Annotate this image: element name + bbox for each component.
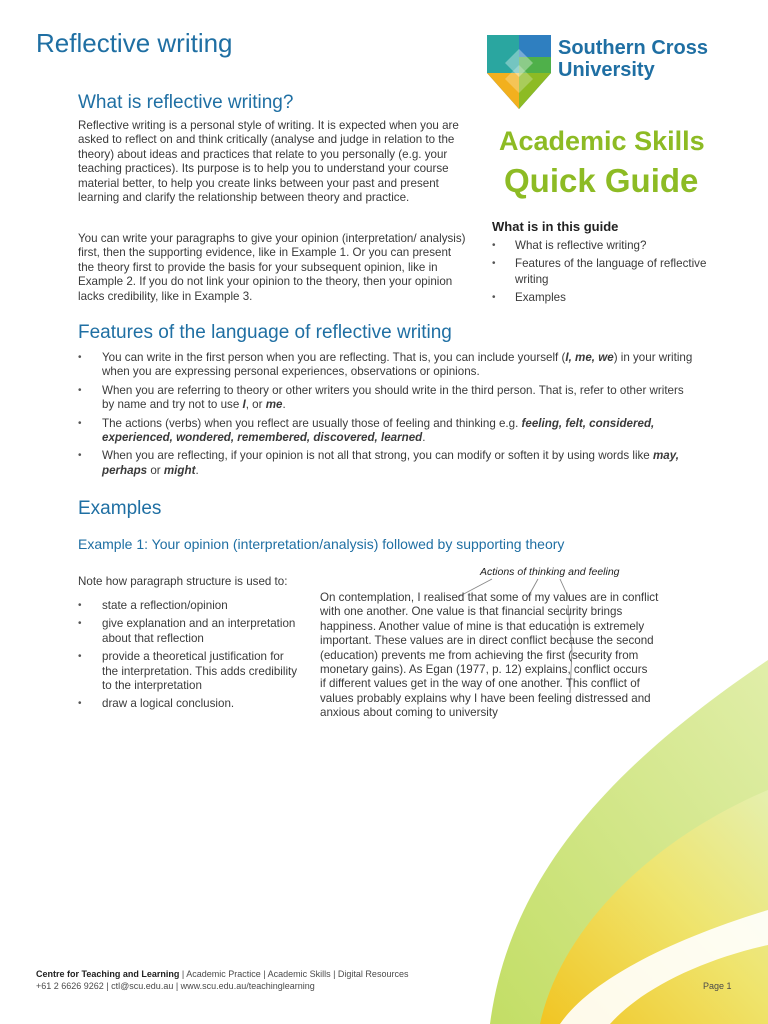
- example-line: monetary gains). As Egan (1977, p. 12) explains, conflict occurs: [320, 663, 648, 677]
- section-heading-features: Features of the language of reflective writing: [78, 322, 452, 343]
- feature-item: [78, 351, 696, 380]
- example-line: if different values get in the way of one another. This conflict of: [320, 677, 640, 691]
- feature-item: [78, 417, 696, 446]
- banner-quick-guide: Quick Guide: [504, 162, 699, 199]
- features-list: [78, 351, 696, 482]
- university-logo: [487, 35, 737, 110]
- footer-contact: +61 2 6626 9262 | ctl@scu.edu.au | www.scu.edu.au/teachinglearning: [36, 981, 315, 991]
- feature-text: ) in your writing when you are expressing personal experiences, observations or opinions.: [102, 351, 693, 379]
- example-note: Note how paragraph structure is used to:: [78, 575, 288, 588]
- structure-item: • state a reflection/opinion: [78, 599, 298, 613]
- feature-emphasis: I: [242, 398, 246, 412]
- feature-text: .: [422, 431, 426, 445]
- brand-name: [558, 37, 708, 81]
- feature-text: When you are referring to theory or other writers you should write in the third person. That is, refer to other writers by name and try not to use: [102, 383, 684, 412]
- structure-item: • draw a logical conclusion.: [78, 697, 298, 711]
- feature-text: The actions (verbs) when you reflect are usually those of feeling and thinking e.g.: [102, 416, 522, 430]
- shield-logo-icon: [487, 35, 551, 109]
- example-line: anxious about coming to university: [320, 706, 498, 720]
- example-line: important. These values are in direct conflict because the second: [320, 634, 654, 648]
- footer-organisation: [36, 969, 408, 979]
- feature-text: , or: [245, 398, 266, 412]
- guide-item: • Features of the language of reflective writing: [492, 256, 742, 288]
- feature-emphasis: may, perhaps: [102, 449, 679, 477]
- example-line: with one another. One value is that financial security brings: [320, 605, 623, 619]
- section1-paragraph-1: Reflective writing is a personal style of writing. It is expected when you are asked to reflect on and think critically (analyse and judge in relation to the theory) about ideas and practices that relate to you personally (e.g. your teaching practices). Its purpose is to help you to understand your course material better, to help you create links between your past and present learning and clarify the relationship between theory and practice.: [78, 119, 459, 205]
- feature-emphasis: I, me, we: [565, 351, 614, 364]
- feature-emphasis: might: [163, 463, 196, 477]
- feature-text: You can write in the first person when you are reflecting. That is, you can include yourself (: [102, 351, 566, 364]
- feature-item: [78, 384, 696, 413]
- example-line: happiness. Another value of mine is that education is extremely: [320, 619, 645, 633]
- section-heading-what-is: What is reflective writing?: [78, 92, 294, 113]
- guide-contents: [492, 219, 742, 308]
- example-line: values probably explains why I have been feeling distressed and: [320, 691, 651, 705]
- section-heading-examples: Examples: [78, 498, 162, 519]
- feature-text: .: [282, 398, 286, 412]
- feature-emphasis: me: [265, 398, 283, 412]
- feature-item: [78, 449, 696, 478]
- example-line: (education) prevents me from achieving the first (security from: [320, 648, 639, 662]
- footer-links: | Academic Practice | Academic Skills | Digital Resources: [179, 969, 409, 979]
- structure-item: • provide a theoretical justification for the interpretation. This adds credibility to the interpretation: [78, 650, 298, 693]
- guide-item: • Examples: [492, 290, 742, 306]
- guide-heading: What is in this guide: [492, 219, 619, 234]
- annotation-label: Actions of thinking and feeling: [480, 566, 620, 578]
- structure-item: • give explanation and an interpretation about that reflection: [78, 617, 298, 646]
- example-line: On contemplation, I realised that some of my values are in conflict: [320, 591, 659, 604]
- footer-centre: Centre for Teaching and Learning: [36, 969, 180, 979]
- brand-line-1: Southern Cross: [558, 37, 709, 59]
- page-number: Page 1: [703, 981, 732, 991]
- guide-item: • What is reflective writing?: [492, 238, 742, 254]
- guide-list: [492, 238, 742, 306]
- document-title: Reflective writing: [36, 28, 233, 58]
- feature-text: .: [195, 463, 199, 477]
- structure-list: [78, 599, 298, 716]
- example-paragraph: [320, 591, 700, 721]
- section1-paragraph-2: You can write your paragraphs to give your opinion (interpretation/ analysis) first, then the supporting evidence, like in Example 1. Or you can present the theory first to provide the basis for your subsequent opinion, like in Example 2. If you do not link your opinion to the theory, then your opinion lacks credibility, like in Example 3.: [78, 232, 466, 303]
- feature-text: or: [147, 463, 164, 477]
- feature-emphasis: feeling, felt, considered, experienced, wondered, remembered, discovered, learned: [102, 416, 655, 445]
- feature-text: When you are reflecting, if your opinion is not all that strong, you can modify or soften it by using words like: [102, 449, 653, 463]
- banner-academic-skills: Academic Skills: [499, 126, 705, 156]
- brand-line-2: University: [558, 59, 655, 81]
- example-1-heading: Example 1: Your opinion (interpretation/analysis) followed by supporting theory: [78, 536, 565, 552]
